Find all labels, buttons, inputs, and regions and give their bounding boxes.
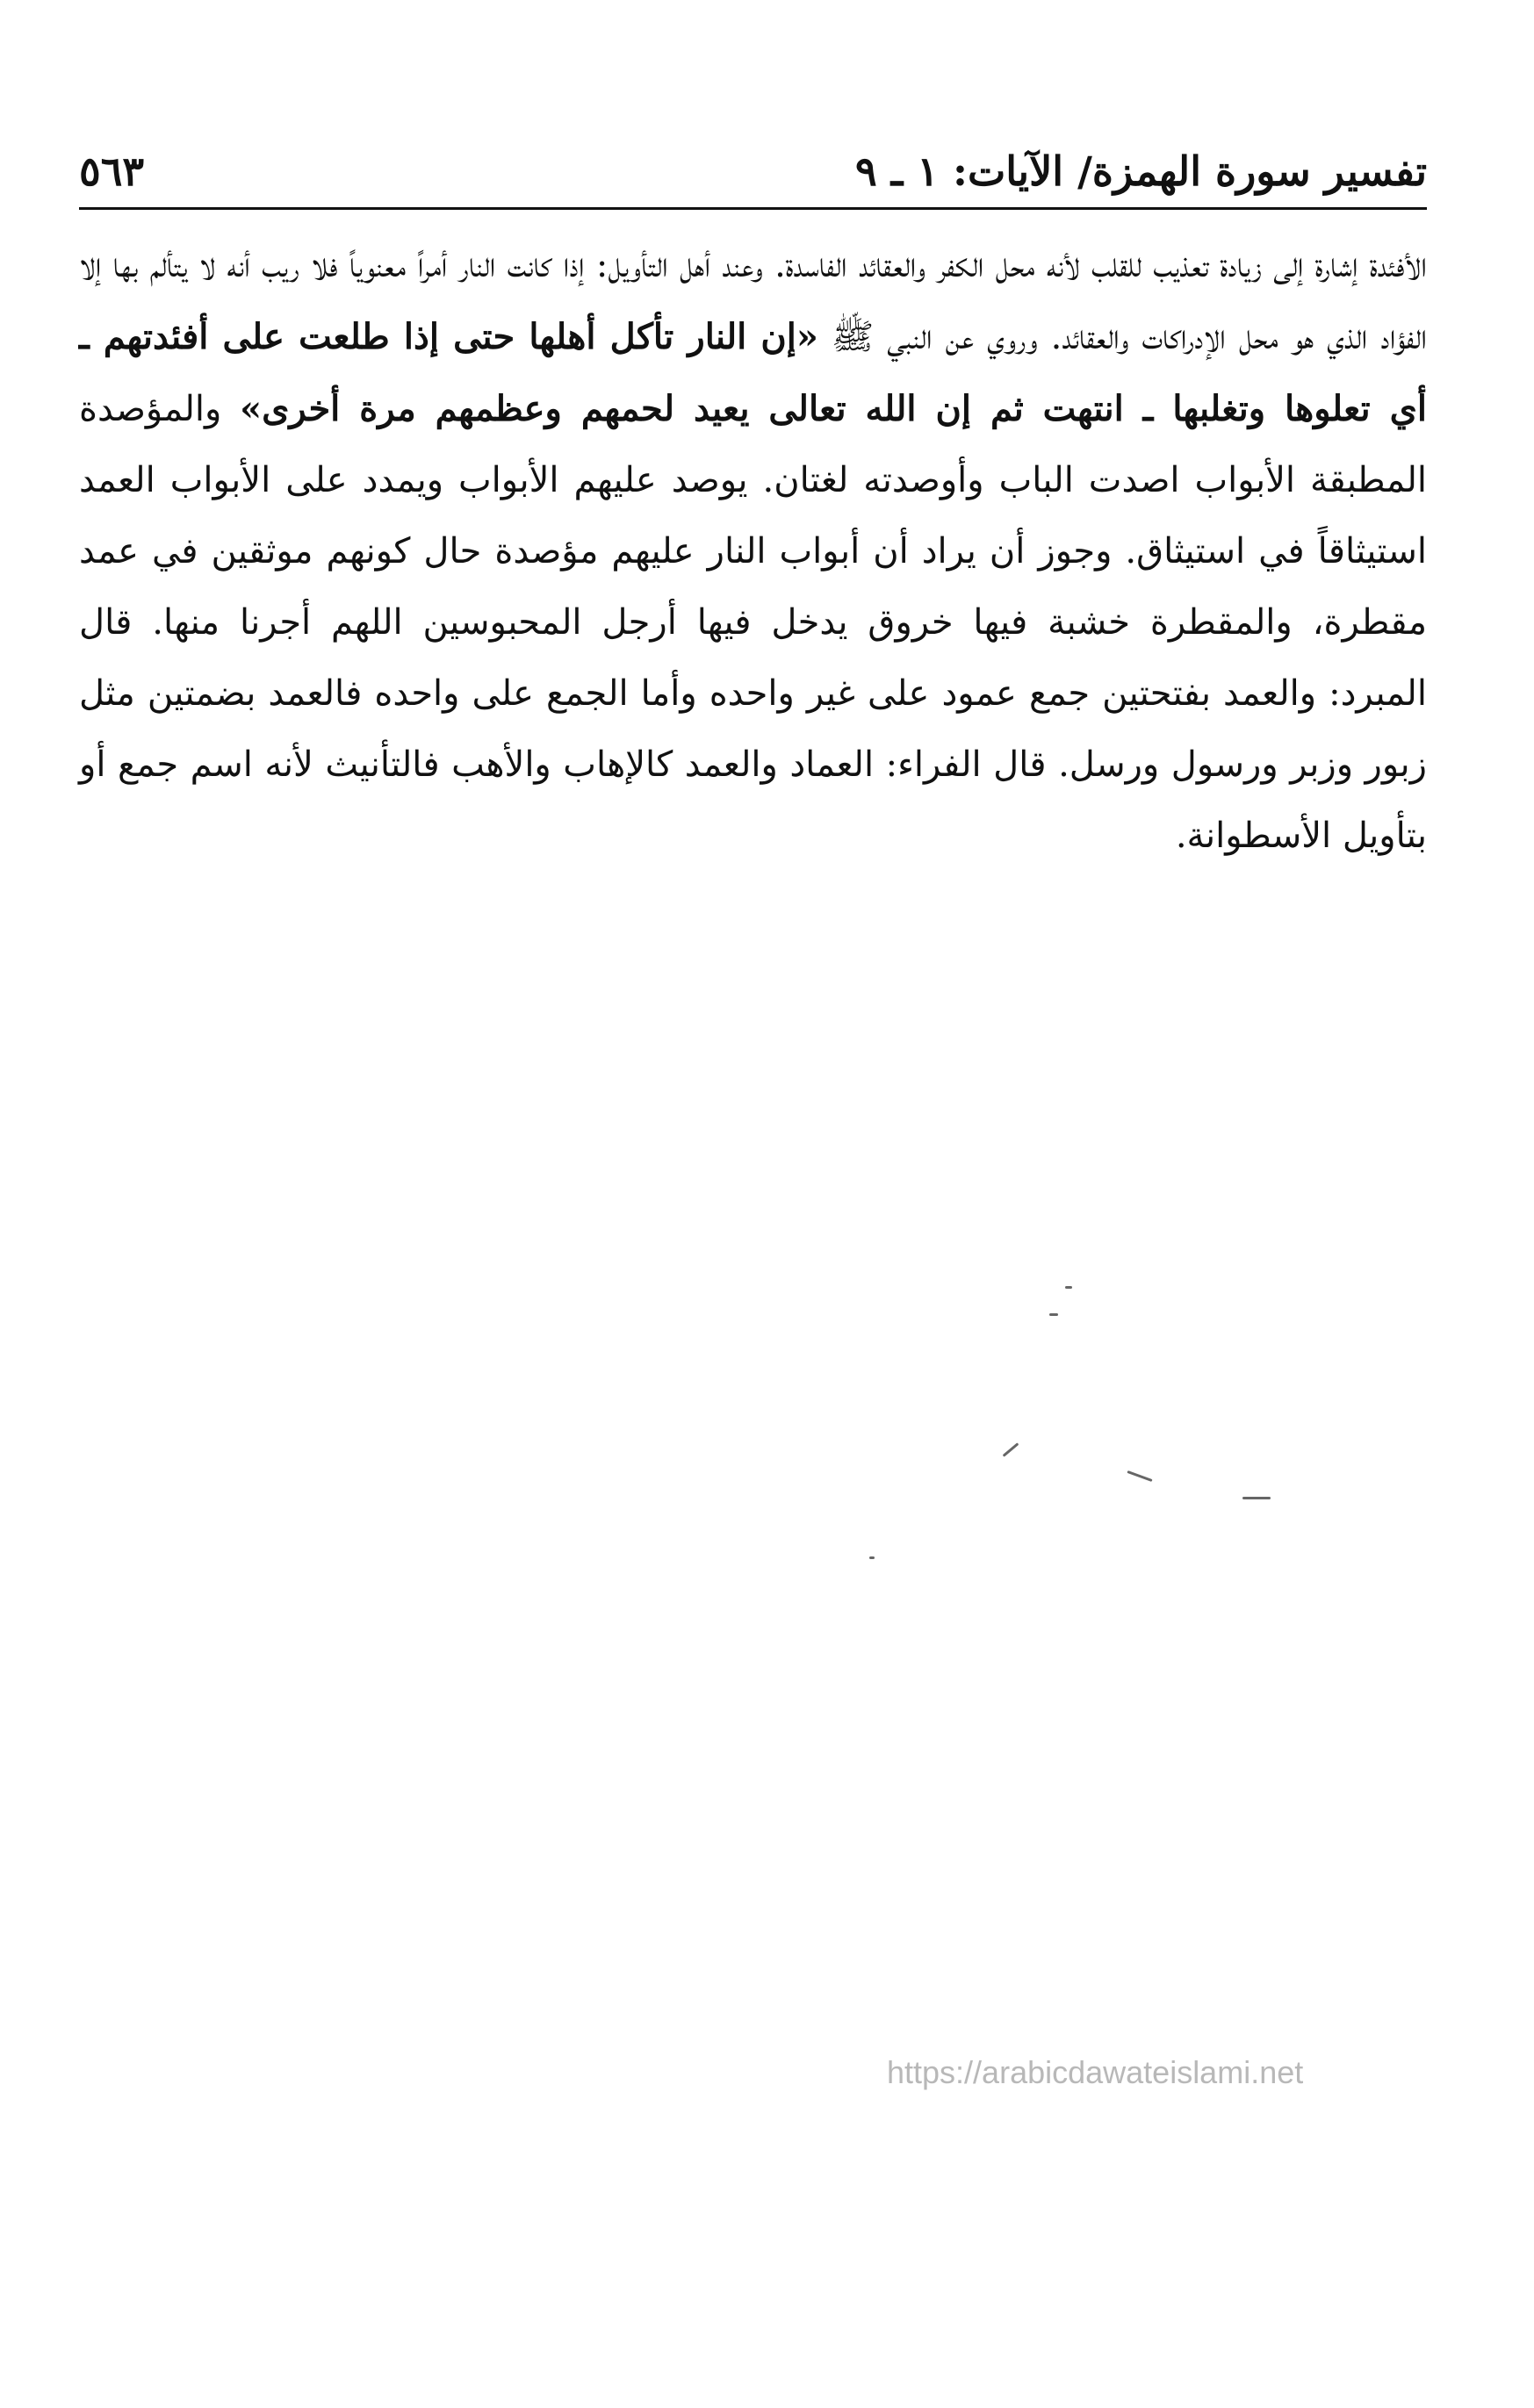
- scan-speck: [1049, 1313, 1058, 1316]
- header-divider: [79, 207, 1427, 210]
- hadith-quote: «إن النار تأكل أهلها حتى إذا طلعت على أفئدتهم ـ أي تعلوها وتغلبها ـ انتهت ثم إن الله تعالى يعيد لحمهم وعظمهم مرة أخرى»: [79, 316, 1427, 429]
- page-number: ٥٦٣: [79, 147, 145, 195]
- body-paragraph: [79, 230, 1427, 872]
- scan-speck: [869, 1556, 875, 1559]
- scan-speck: [1065, 1286, 1072, 1289]
- body-text-segment: الأفئدة إشارة إلى زيادة تعذيب للقلب لأنه محل الكفر والعقائد الفاسدة. وعند أهل التأويل: إذا كانت النار أمراً معنوياً فلا ريب أنه لا يتألم بها إلا الفؤاد الذي هو محل الإدراكات والعقائد. وروي عن النبي ﷺ: [79, 245, 1427, 357]
- running-title: تفسير سورة الهمزة/ الآيات: ١ ـ ٩: [855, 147, 1427, 195]
- page-header: [79, 140, 1427, 202]
- body-text-segment: والمؤصدة المطبقة الأبواب اصدت الباب وأوصدته لغتان. يوصد عليهم الأبواب ويمدد على الأبواب العمد استيثاقاً في استيثاق. وجوز أن يراد أن أبواب النار عليهم مؤصدة حال كونهم موثقين في عمد مقطرة، والمقطرة خشبة فيها خروق يدخل فيها أرجل المحبوسين اللهم أجرنا منها. قال المبرد: والعمد بفتحتين جمع عمود على غير واحده وأما الجمع على واحده فالعمد بضمتين مثل زبور وزبر ورسول ورسل. قال الفراء: العماد والعمد كالإهاب والأهب فالتأنيث لأنه اسم جمع أو بتأويل الأسطوانة.: [79, 389, 1427, 856]
- scan-speck: [1003, 1442, 1019, 1456]
- scan-speck: [1127, 1470, 1152, 1482]
- scan-speck: [1242, 1497, 1271, 1499]
- watermark-url: https://arabicdawateislami.net: [887, 2054, 1304, 2090]
